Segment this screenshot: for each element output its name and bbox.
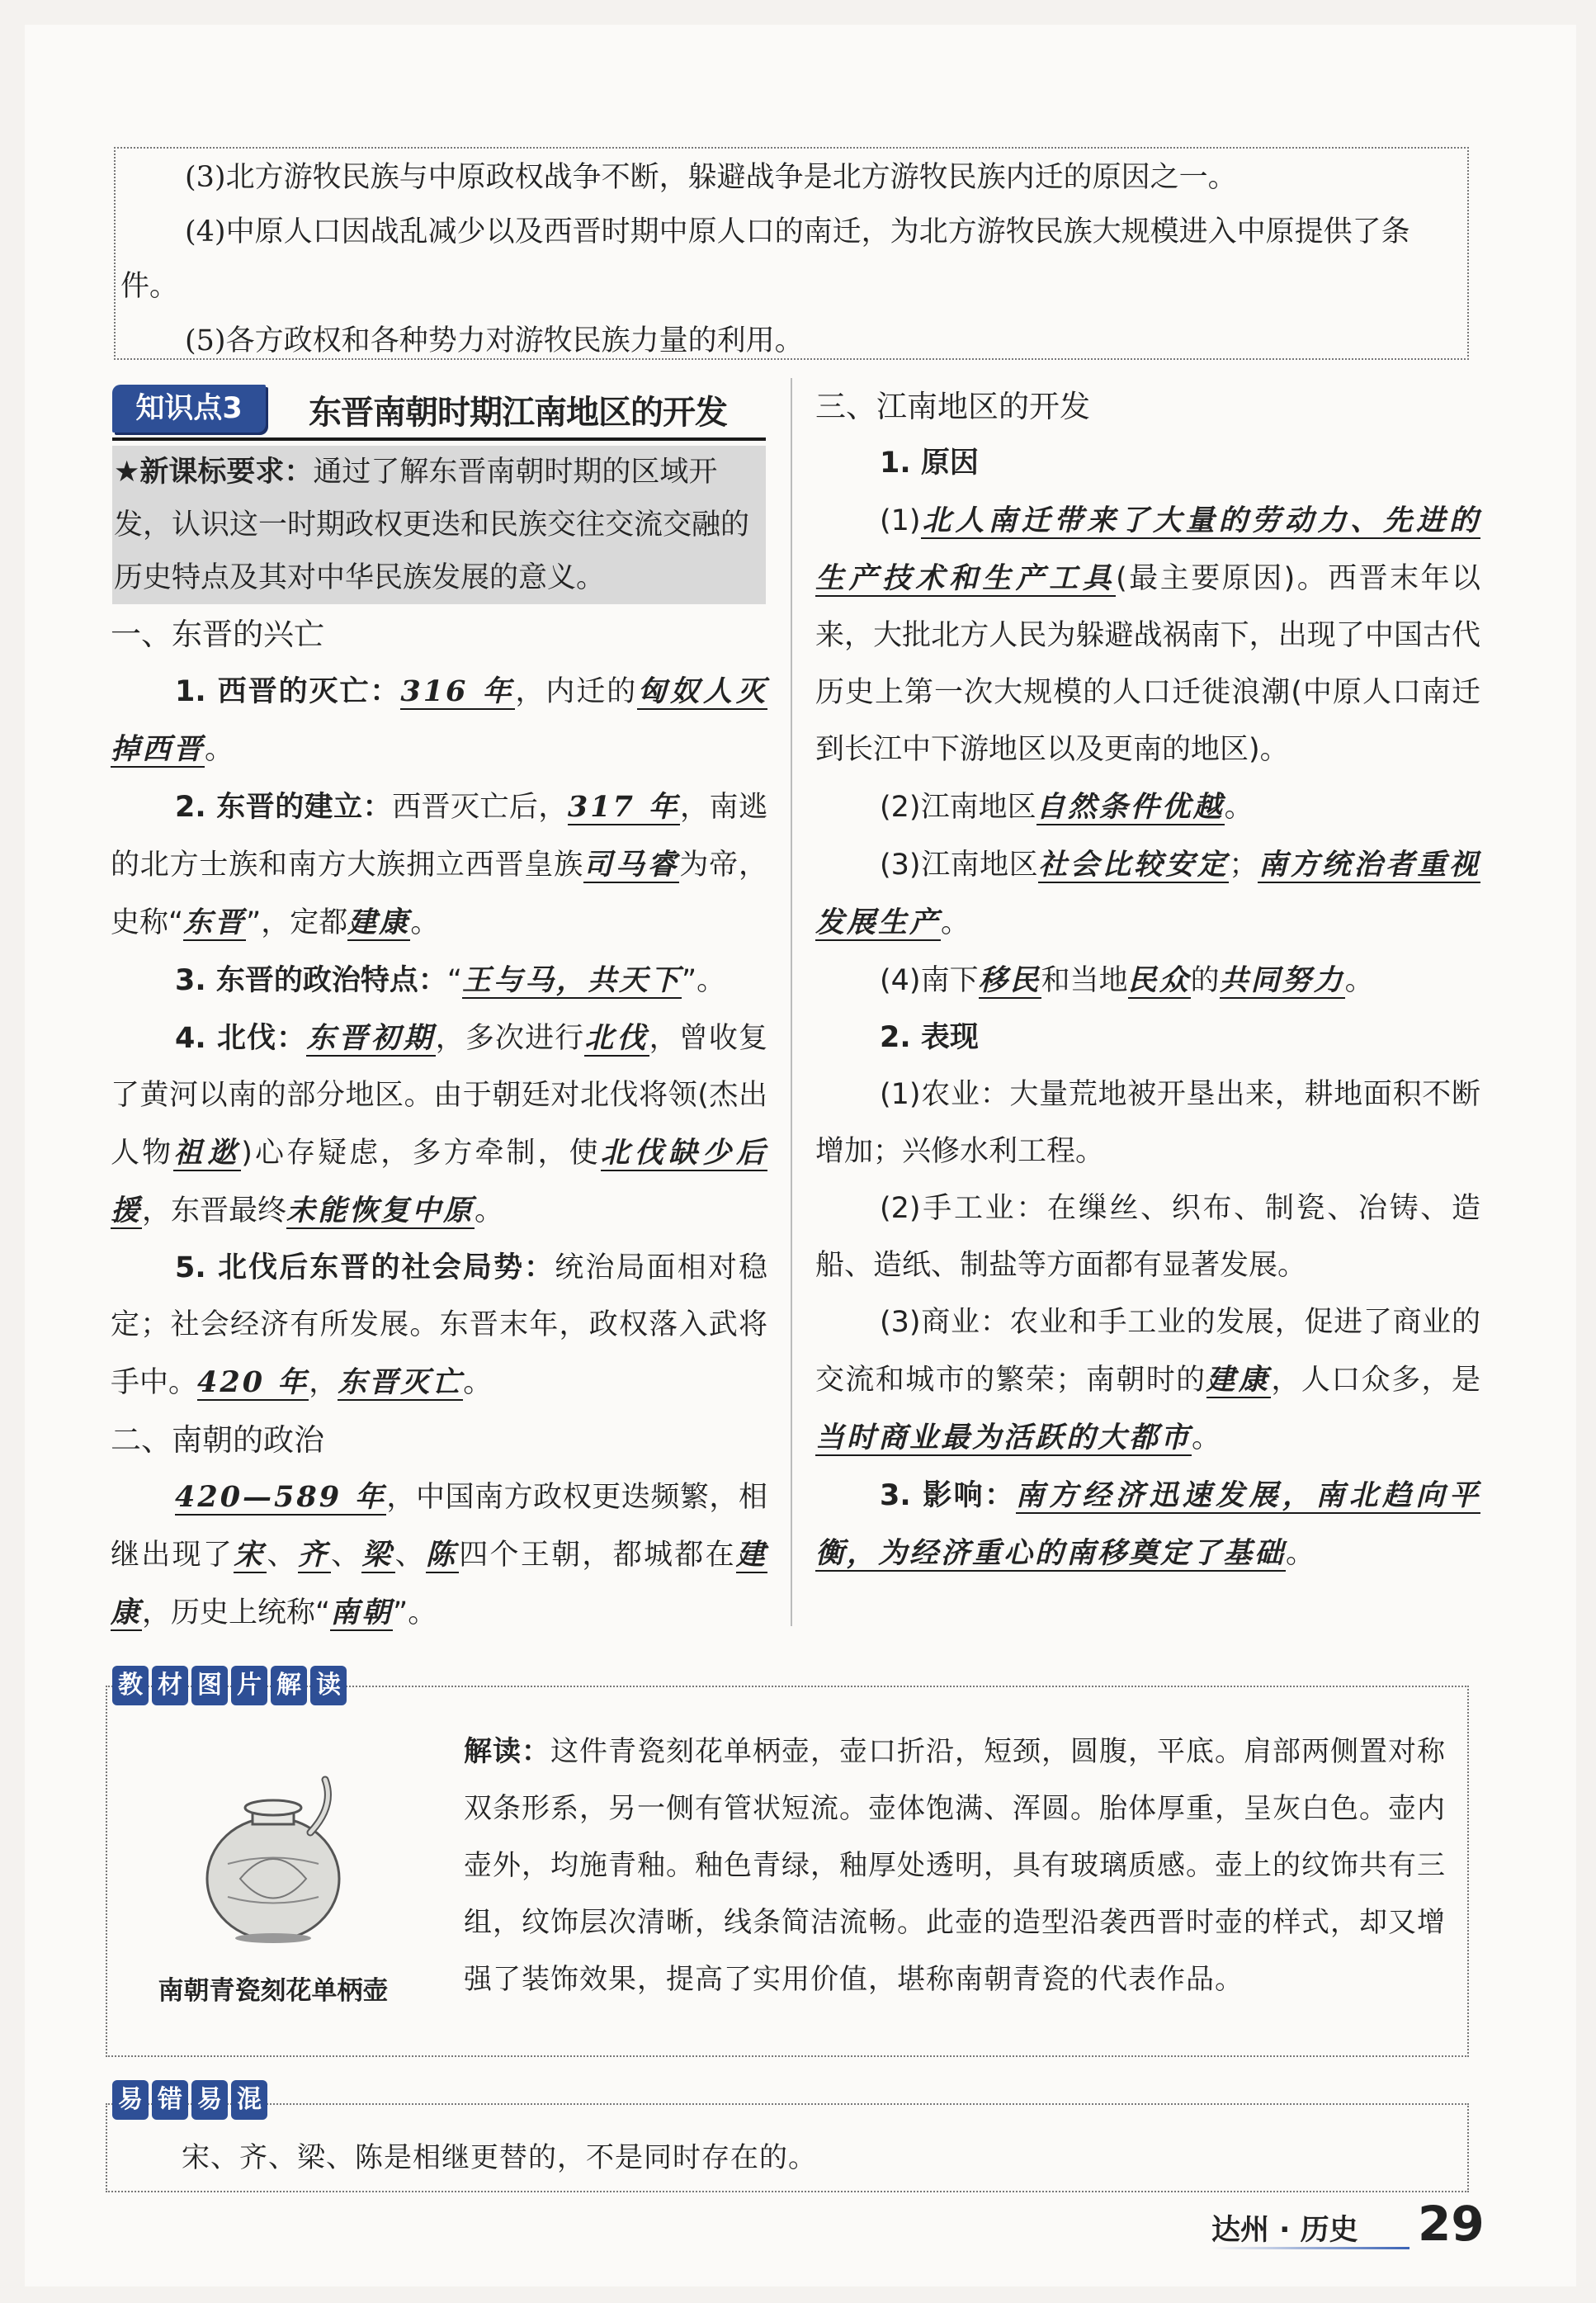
celadon-ewer-image	[195, 1773, 352, 1946]
easy-mistake-box: 宋、齐、梁、陈是相继更替的，不是同时存在的。	[106, 2103, 1469, 2192]
sub-manifestations: 2. 表现	[880, 1021, 979, 1054]
reason-2: (2)江南地区自然条件优越。	[880, 790, 1254, 824]
page-footer	[1211, 2196, 1485, 2253]
column-divider	[791, 378, 792, 1626]
manifestation-handicraft: (2)手工业：在缫丝、织布、制瓷、冶铸、造船、造纸、制盐等方面都有显著发展。	[815, 1192, 1480, 1282]
manifestation-commerce: (3)商业：农业和手工业的发展，促进了商业的交流和城市的繁荣；南朝时的建康，人口众多，是当时商业最为活跃的大都市。	[815, 1306, 1480, 1454]
point-5: (5)各方政权和各种势力对游牧民族力量的利用。	[185, 324, 804, 357]
section-underline	[112, 437, 766, 441]
previous-points-box	[114, 147, 1469, 360]
knowledge-point-badge: 知识点3	[112, 385, 266, 433]
easy-mistake-tag	[112, 2080, 267, 2120]
requirement-text: 通过了解东晋南朝时期的区域开发，认识这一时期政权更迭和民族交往交流交融的历史特点及其对中华民族发展的意义。	[114, 456, 750, 594]
image-caption: 南朝青瓷刻花单柄壶	[158, 1976, 389, 2006]
manifestation-agriculture: (1)农业：大量荒地被开垦出来，耕地面积不断增加；兴修水利工程。	[815, 1078, 1480, 1168]
impact: 3. 影响：南方经济迅速发展，南北趋向平衡，为经济重心的南移奠定了基础。	[815, 1478, 1480, 1570]
tag-char: 易	[112, 2080, 149, 2120]
tag-char: 解	[271, 1666, 307, 1705]
section-header	[112, 385, 766, 439]
interpretation-text: 解读：这件青瓷刻花单柄壶，壶口折沿，短颈，圆腹，平底。肩部两侧置对称双条形系，另一侧有管状短流。壶体饱满、浑圆。胎体厚重，呈灰白色。壶内壶外，均施青釉。釉色青绿，釉厚处透明，具有玻璃质感。壶上的纹饰共有三组，纹饰层次清晰，线条简洁流畅。此壶的造型沿袭西晋时壶的样式，却又增强了装饰效果，提高了实用价值，堪称南朝青瓷的代表作品。	[464, 1735, 1446, 1996]
point-4: (4)中原人口因战乱减少以及西晋时期中原人口的南迁，为北方游牧民族大规模进入中原提供了条件。	[120, 215, 1410, 303]
footer-rule	[1211, 2247, 1409, 2249]
heading-jiangnan: 三、江南地区的开发	[815, 389, 1090, 424]
reason-3: (3)江南地区社会比较安定；南方统治者重视发展生产。	[815, 848, 1480, 939]
tag-char: 图	[191, 1666, 228, 1705]
paragraph-southern-dynasties: 420—589 年，中国南方政权更迭频繁，相继出现了宋、齐、梁、陈四个王朝，都城都在建康，历史上统称“南朝”。	[111, 1480, 767, 1629]
curriculum-requirement	[112, 446, 766, 604]
tag-char: 错	[152, 2080, 188, 2120]
paragraph-political-feature: 3. 东晋的政治特点：“王与马，共天下”。	[175, 963, 726, 997]
section-title: 东晋南朝时期江南地区的开发	[309, 394, 727, 432]
page-number: 29	[1418, 2196, 1485, 2252]
paragraph-social-situation: 5. 北伐后东晋的社会局势：统治局面相对稳定；社会经济有所发展。东晋末年，政权落入武将手中。420 年，东晋灭亡。	[111, 1251, 767, 1399]
sub-reasons: 1. 原因	[880, 447, 979, 480]
requirement-label: ★新课标要求：	[114, 456, 314, 489]
paragraph-northern-expedition: 4. 北伐：东晋初期，多次进行北伐，曾收复了黄河以南的部分地区。由于朝廷对北伐将领(杰出人物祖逖)心存疑虑，多方牵制，使北伐缺少后援，东晋最终未能恢复中原。	[111, 1021, 767, 1227]
paragraph-eastern-jin-founding: 2. 东晋的建立：西晋灭亡后，317 年，南逃的北方士族和南方大族拥立西晋皇族司马睿为帝，史称“东晋”，定都建康。	[111, 790, 767, 939]
right-column	[815, 378, 1480, 1582]
point-3: (3)北方游牧民族与中原政权战争不断，躲避战争是北方游牧民族内迁的原因之一。	[185, 161, 1237, 194]
paragraph-western-jin-fall: 1. 西晋的灭亡：316 年，内迁的匈奴人灭掉西晋。	[111, 674, 767, 766]
tag-char: 材	[152, 1666, 188, 1705]
region-subject: 达州 · 历史	[1211, 2214, 1358, 2247]
heading-southern-dynasties: 二、南朝的政治	[111, 1422, 324, 1458]
tag-char: 读	[310, 1666, 347, 1705]
reason-4: (4)南下移民和当地民众的共同努力。	[880, 963, 1374, 997]
tag-char: 混	[231, 2080, 267, 2120]
reason-1: (1)北人南迁带来了大量的劳动力、先进的生产技术和生产工具(最主要原因)。西晋末年以来，大批北方人民为躲避战祸南下，出现了中国古代历史上第一次大规模的人口迁徙浪潮(中原人口南迁到长江中下游地区以及更南的地区)。	[815, 504, 1480, 766]
heading-eastern-jin: 一、东晋的兴亡	[111, 617, 324, 652]
tag-char: 教	[112, 1666, 149, 1705]
tag-char: 易	[191, 2080, 228, 2120]
left-column	[111, 606, 767, 1642]
tag-char: 片	[231, 1666, 267, 1705]
image-interpretation-tag	[112, 1666, 347, 1709]
